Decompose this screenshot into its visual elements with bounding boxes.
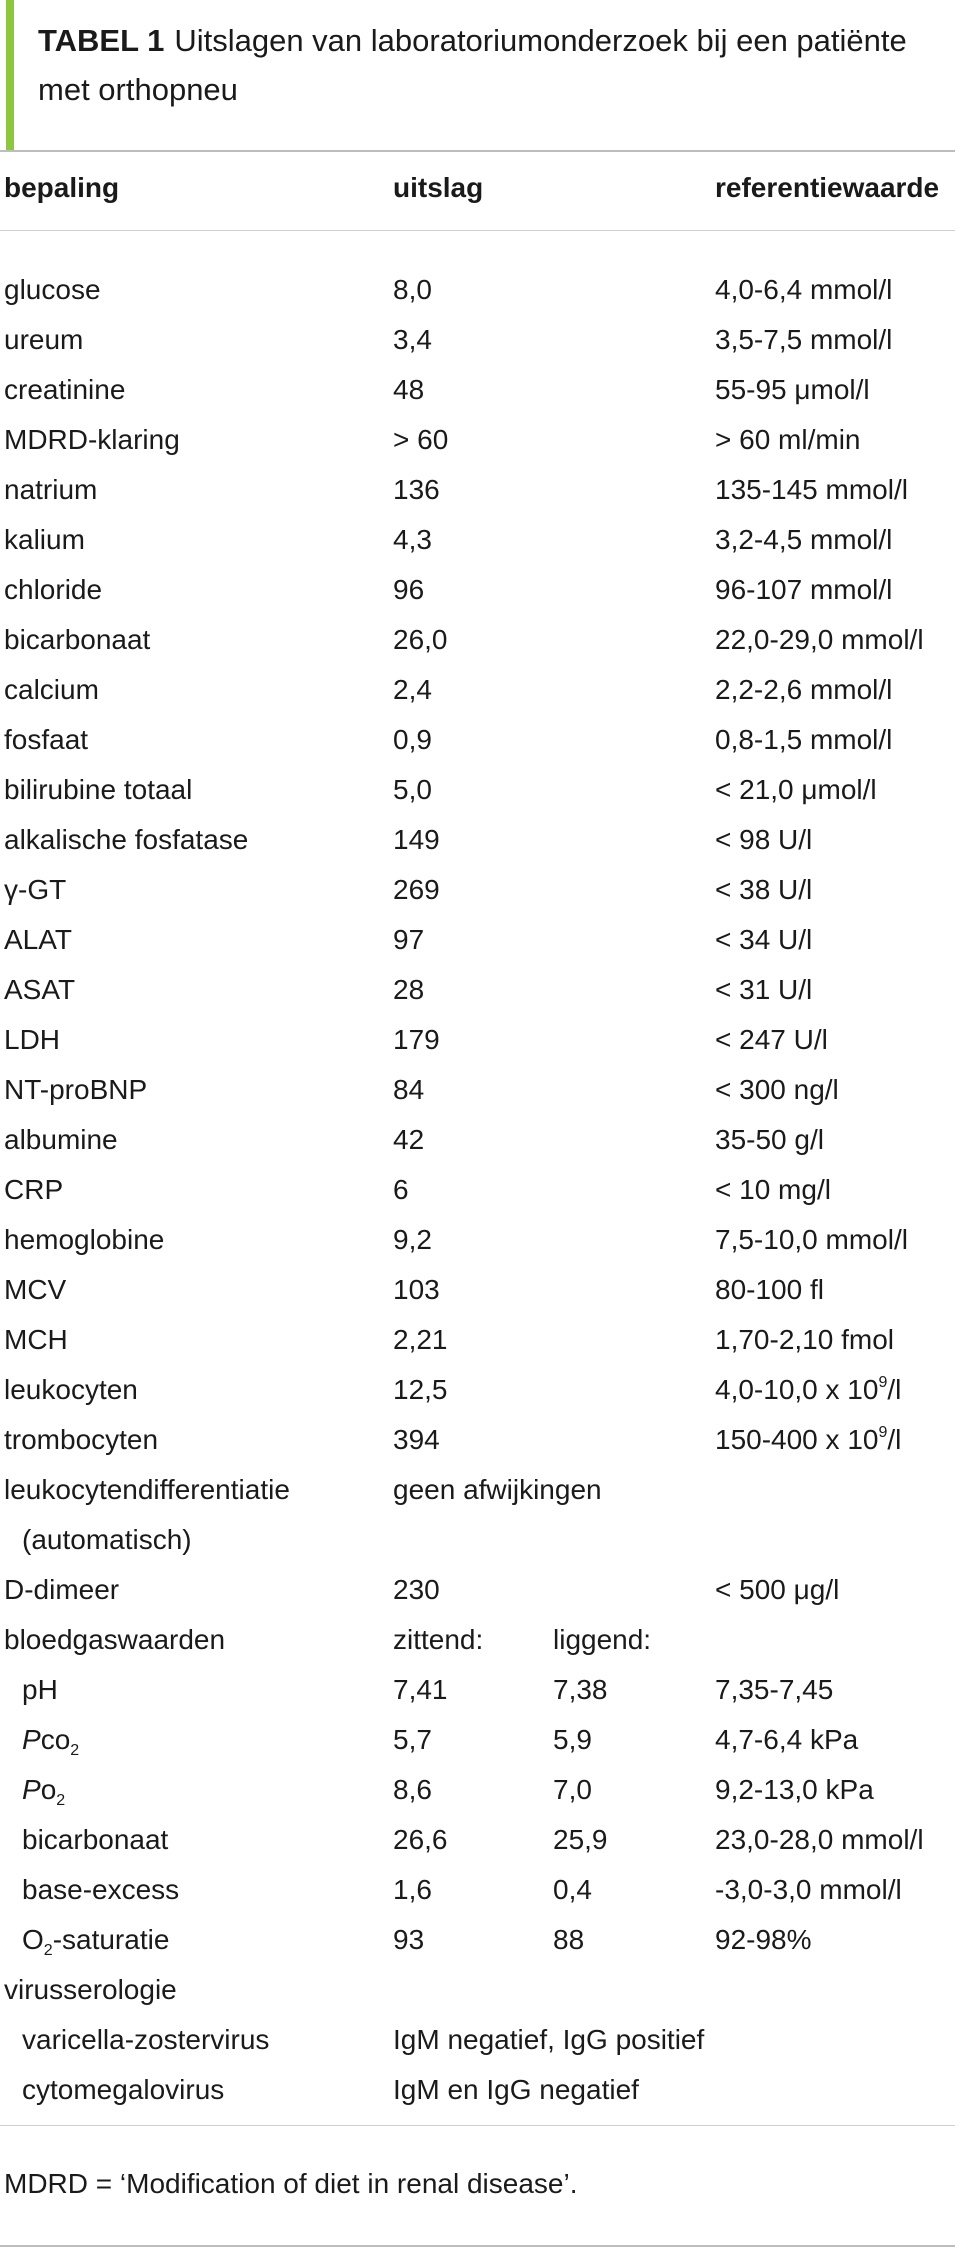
footer-rule	[0, 2125, 955, 2126]
bottom-rule	[0, 2245, 955, 2247]
cell-bepaling	[22, 1915, 169, 1965]
cell-uitslag-liggend: 5,9	[553, 1724, 592, 1755]
table-row	[0, 1015, 960, 1065]
table-row	[0, 1965, 960, 2015]
cell-uitslag: 149	[393, 824, 440, 855]
table-row	[0, 1765, 960, 1815]
cell-uitslag: 0,9	[393, 724, 432, 755]
cell-referentiewaarde: 7,5-10,0 mmol/l	[715, 1224, 908, 1255]
param-subscript: 2	[70, 1742, 80, 1759]
param-italic: P	[22, 1724, 41, 1755]
table-row	[0, 2065, 960, 2115]
table-row	[0, 1815, 960, 1865]
table-row	[0, 565, 960, 615]
table-row	[0, 1365, 960, 1415]
cell-uitslag-liggend: 7,0	[553, 1774, 592, 1805]
cell-bepaling: bicarbonaat	[4, 624, 151, 655]
cell-referentiewaarde: 22,0-29,0 mmol/l	[715, 624, 924, 655]
cell-bepaling: trombocyten	[4, 1424, 159, 1455]
cell-bepaling: pH	[22, 1674, 58, 1705]
table-row	[0, 2015, 960, 2065]
table-row	[0, 1715, 960, 1765]
cell-referentiewaarde: 92-98%	[715, 1924, 812, 1955]
table-row	[0, 1615, 960, 1665]
cell-bepaling: albumine	[4, 1124, 118, 1155]
cell-uitslag: > 60	[393, 424, 449, 455]
cell-bepaling: MCV	[4, 1274, 67, 1305]
table-row	[0, 1115, 960, 1165]
cell-uitslag: 269	[393, 874, 440, 905]
cell-uitslag-zittend: 7,41	[393, 1674, 448, 1705]
cell-bepaling: bilirubine totaal	[4, 774, 193, 805]
cell-bepaling	[22, 1715, 79, 1765]
ref-text: 4,0-10,0 x 10	[715, 1374, 879, 1405]
cell-uitslag: IgM negatief, IgG positief	[393, 2024, 705, 2055]
ref-exponent: 9	[878, 1424, 888, 1441]
cell-uitslag: 4,3	[393, 524, 432, 555]
cell-referentiewaarde: < 300 ng/l	[715, 1074, 839, 1105]
cell-bepaling: D-dimeer	[4, 1574, 120, 1605]
cell-bepaling: ALAT	[4, 924, 72, 955]
table-row	[0, 1215, 960, 1265]
cell-uitslag: 42	[393, 1124, 425, 1155]
cell-uitslag: 230	[393, 1574, 440, 1605]
cell-bepaling: creatinine	[4, 374, 126, 405]
table-row	[0, 865, 960, 915]
cell-uitslag-zittend: 8,6	[393, 1774, 432, 1805]
cell-bepaling: hemoglobine	[4, 1224, 165, 1255]
cell-uitslag-liggend: liggend:	[553, 1624, 652, 1655]
param-rest: o	[40, 1774, 57, 1805]
cell-bepaling: NT-proBNP	[4, 1074, 148, 1105]
table-row	[0, 1165, 960, 1215]
table-row	[0, 1515, 960, 1565]
cell-referentiewaarde: < 10 mg/l	[715, 1174, 831, 1205]
cell-referentiewaarde: 80-100 fl	[715, 1274, 824, 1305]
cell-bepaling: varicella-zostervirus	[22, 2024, 270, 2055]
table-row	[0, 1565, 960, 1615]
cell-referentiewaarde: < 98 U/l	[715, 824, 813, 855]
cell-uitslag: 394	[393, 1424, 440, 1455]
cell-uitslag-liggend: 0,4	[553, 1874, 592, 1905]
cell-bepaling: alkalische fosfatase	[4, 824, 249, 855]
cell-referentiewaarde: 9,2-13,0 kPa	[715, 1774, 874, 1805]
table-row	[0, 715, 960, 765]
param-subscript: 2	[56, 1792, 66, 1809]
cell-uitslag: 6	[393, 1174, 409, 1205]
table-row	[0, 265, 960, 315]
param-subscript: 2	[43, 1942, 53, 1959]
cell-bepaling: LDH	[4, 1024, 61, 1055]
table-row	[0, 615, 960, 665]
cell-referentiewaarde: 4,7-6,4 kPa	[715, 1724, 859, 1755]
table-row	[0, 1065, 960, 1115]
cell-uitslag: 28	[393, 974, 425, 1005]
cell-referentiewaarde: 1,70-2,10 fmol	[715, 1324, 894, 1355]
param-o: O	[22, 1924, 44, 1955]
table-title-block	[0, 0, 960, 150]
cell-bepaling: CRP	[4, 1174, 64, 1205]
cell-referentiewaarde: 96-107 mmol/l	[715, 574, 893, 605]
cell-bepaling: base-excess	[22, 1874, 180, 1905]
table-row	[0, 1665, 960, 1715]
table-header	[0, 150, 960, 230]
table-row	[0, 1415, 960, 1465]
table-row	[0, 365, 960, 415]
cell-bepaling: MCH	[4, 1324, 68, 1355]
header-referentiewaarde: referentiewaarde	[715, 172, 940, 203]
cell-referentiewaarde: 0,8-1,5 mmol/l	[715, 724, 893, 755]
cell-bepaling: kalium	[4, 524, 85, 555]
table-row	[0, 415, 960, 465]
cell-uitslag: 2,4	[393, 674, 432, 705]
table-caption: Uitslagen van laboratoriumonderzoek bij een patiënte met orthopneu	[38, 23, 907, 107]
table-label: TABEL 1	[38, 23, 165, 58]
cell-uitslag-zittend: 1,6	[393, 1874, 432, 1905]
table-row	[0, 765, 960, 815]
table-row	[0, 515, 960, 565]
cell-bepaling: fosfaat	[4, 724, 89, 755]
cell-referentiewaarde: 3,5-7,5 mmol/l	[715, 324, 893, 355]
cell-uitslag: 5,0	[393, 774, 432, 805]
table-row	[0, 915, 960, 965]
cell-uitslag: 12,5	[393, 1374, 448, 1405]
cell-uitslag: 179	[393, 1024, 440, 1055]
cell-bepaling: ASAT	[4, 974, 76, 1005]
cell-bepaling: virusserologie	[4, 1974, 177, 2005]
cell-bepaling: γ-GT	[4, 874, 67, 905]
ref-unit: /l	[887, 1424, 902, 1455]
cell-referentiewaarde: 135-145 mmol/l	[715, 474, 908, 505]
table-row	[0, 965, 960, 1015]
cell-uitslag: 8,0	[393, 274, 432, 305]
cell-referentiewaarde: 4,0-6,4 mmol/l	[715, 274, 893, 305]
param-rest: co	[40, 1724, 71, 1755]
cell-uitslag: 2,21	[393, 1324, 448, 1355]
cell-referentiewaarde: < 500 μg/l	[715, 1574, 840, 1605]
table-row	[0, 815, 960, 865]
cell-uitslag: 26,0	[393, 624, 448, 655]
param-rest: -saturatie	[52, 1924, 170, 1955]
cell-referentiewaarde: < 21,0 μmol/l	[715, 774, 877, 805]
cell-uitslag: 97	[393, 924, 425, 955]
table-row	[0, 665, 960, 715]
cell-uitslag-zittend: 93	[393, 1924, 425, 1955]
cell-referentiewaarde: 23,0-28,0 mmol/l	[715, 1824, 924, 1855]
cell-referentiewaarde: 3,2-4,5 mmol/l	[715, 524, 893, 555]
table-row	[0, 1315, 960, 1365]
table-footnote: MDRD = ‘Modification of diet in renal disease’.	[4, 2168, 578, 2199]
table-title	[38, 16, 948, 114]
cell-referentiewaarde: < 38 U/l	[715, 874, 813, 905]
cell-uitslag: 9,2	[393, 1224, 432, 1255]
cell-bepaling: bloedgaswaarden	[4, 1624, 226, 1655]
cell-referentiewaarde: < 31 U/l	[715, 974, 813, 1005]
cell-bepaling: glucose	[4, 274, 101, 305]
ref-text: 150-400 x 10	[715, 1424, 879, 1455]
cell-uitslag: 3,4	[393, 324, 432, 355]
cell-bepaling: (automatisch)	[22, 1524, 192, 1555]
cell-referentiewaarde: 7,35-7,45	[715, 1674, 834, 1705]
table-row	[0, 465, 960, 515]
cell-referentiewaarde	[715, 1365, 901, 1415]
cell-bepaling: ureum	[4, 324, 84, 355]
cell-bepaling: leukocytendifferentiatie	[4, 1474, 290, 1505]
ref-exponent: 9	[878, 1374, 888, 1391]
param-italic: P	[22, 1774, 41, 1805]
accent-bar	[6, 0, 14, 150]
cell-referentiewaarde	[715, 1415, 901, 1465]
cell-uitslag: 103	[393, 1274, 440, 1305]
cell-referentiewaarde: > 60 ml/min	[715, 424, 861, 455]
cell-bepaling: calcium	[4, 674, 99, 705]
cell-uitslag-liggend: 88	[553, 1924, 585, 1955]
cell-referentiewaarde: 35-50 g/l	[715, 1124, 824, 1155]
cell-referentiewaarde: 2,2-2,6 mmol/l	[715, 674, 893, 705]
cell-uitslag-zittend: 26,6	[393, 1824, 448, 1855]
table-body	[0, 265, 960, 2115]
header-rule	[0, 230, 955, 231]
header-uitslag: uitslag	[393, 172, 484, 203]
cell-uitslag: 96	[393, 574, 425, 605]
cell-uitslag: IgM en IgG negatief	[393, 2074, 639, 2105]
cell-referentiewaarde: < 247 U/l	[715, 1024, 828, 1055]
table-row	[0, 1865, 960, 1915]
cell-bepaling: cytomegalovirus	[22, 2074, 225, 2105]
cell-bepaling: chloride	[4, 574, 103, 605]
cell-bepaling: bicarbonaat	[22, 1824, 169, 1855]
table-row	[0, 1915, 960, 1965]
cell-uitslag-liggend: 7,38	[553, 1674, 608, 1705]
cell-uitslag-zittend: zittend:	[393, 1624, 484, 1655]
table-row	[0, 315, 960, 365]
cell-referentiewaarde: 55-95 μmol/l	[715, 374, 870, 405]
table-row	[0, 1465, 960, 1515]
table-row	[0, 1265, 960, 1315]
cell-bepaling: natrium	[4, 474, 98, 505]
cell-referentiewaarde: < 34 U/l	[715, 924, 813, 955]
cell-uitslag-zittend: 5,7	[393, 1724, 432, 1755]
cell-uitslag: geen afwijkingen	[393, 1474, 602, 1505]
cell-bepaling: MDRD-klaring	[4, 424, 180, 455]
ref-unit: /l	[887, 1374, 902, 1405]
header-bepaling: bepaling	[4, 172, 120, 203]
cell-uitslag: 84	[393, 1074, 425, 1105]
cell-uitslag: 136	[393, 474, 440, 505]
cell-bepaling	[22, 1765, 65, 1815]
cell-bepaling: leukocyten	[4, 1374, 138, 1405]
cell-uitslag: 48	[393, 374, 425, 405]
cell-uitslag-liggend: 25,9	[553, 1824, 608, 1855]
cell-referentiewaarde: -3,0-3,0 mmol/l	[715, 1874, 902, 1905]
